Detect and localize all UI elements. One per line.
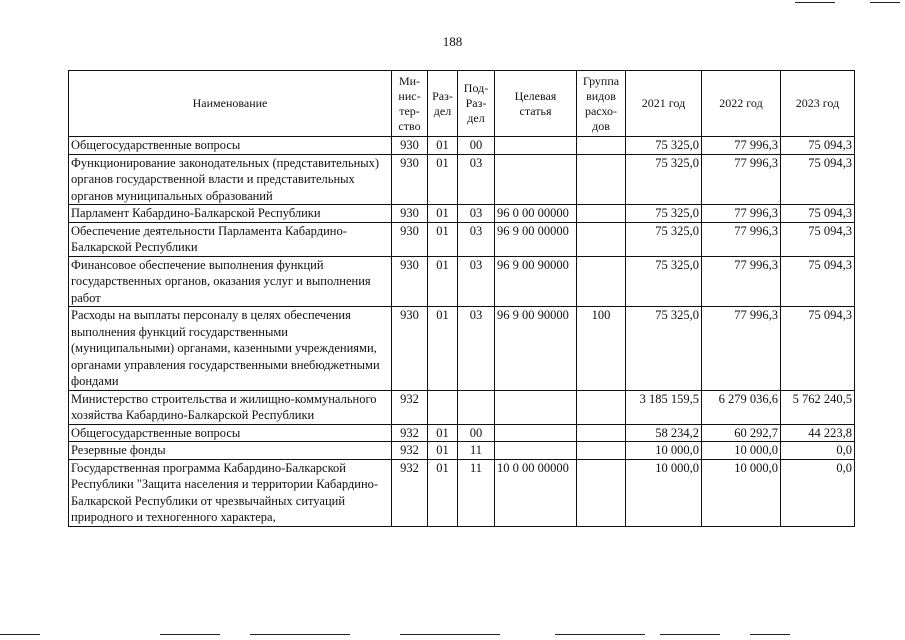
row-group (577, 424, 626, 442)
row-name: Резервные фонды (69, 442, 392, 460)
row-ministry: 932 (392, 424, 428, 442)
row-name: Парламент Кабардино-Балкарской Республики (69, 205, 392, 223)
row-target (495, 390, 577, 424)
row-section: 01 (428, 154, 458, 205)
row-subsection: 03 (458, 307, 495, 391)
row-section: 01 (428, 137, 458, 155)
row-subsection: 11 (458, 442, 495, 460)
scan-line (870, 2, 900, 3)
row-2022: 77 996,3 (702, 154, 781, 205)
row-2021: 75 325,0 (626, 154, 702, 205)
table-row (69, 390, 855, 424)
row-ministry: 932 (392, 442, 428, 460)
row-subsection: 03 (458, 222, 495, 256)
row-group (577, 137, 626, 155)
row-group (577, 154, 626, 205)
row-section: 01 (428, 256, 458, 307)
row-section: 01 (428, 205, 458, 223)
row-2023: 75 094,3 (781, 256, 855, 307)
row-2021: 75 325,0 (626, 137, 702, 155)
row-target (495, 442, 577, 460)
row-ministry: 932 (392, 459, 428, 526)
row-name: Министерство строительства и жилищно-коммунального хозяйства Кабардино-Балкарской Республики (69, 390, 392, 424)
row-subsection: 03 (458, 154, 495, 205)
table-row (69, 205, 855, 223)
header-section: Раз- дел (428, 71, 458, 137)
row-2022: 6 279 036,6 (702, 390, 781, 424)
row-2022: 77 996,3 (702, 222, 781, 256)
header-ministry: Ми- нис- тер- ство (392, 71, 428, 137)
row-subsection: 00 (458, 137, 495, 155)
row-2023: 0,0 (781, 442, 855, 460)
row-ministry: 930 (392, 256, 428, 307)
row-target: 96 9 00 00000 (495, 222, 577, 256)
row-group (577, 256, 626, 307)
header-2022: 2022 год (702, 71, 781, 137)
row-target: 96 9 00 90000 (495, 256, 577, 307)
row-ministry: 932 (392, 390, 428, 424)
row-2022: 77 996,3 (702, 137, 781, 155)
row-ministry: 930 (392, 154, 428, 205)
row-2021: 75 325,0 (626, 222, 702, 256)
header-2021: 2021 год (626, 71, 702, 137)
row-section: 01 (428, 222, 458, 256)
table-row (69, 137, 855, 155)
row-name: Финансовое обеспечение выполнения функций государственных органов, оказания услуг и выполнения работ (69, 256, 392, 307)
row-subsection: 11 (458, 459, 495, 526)
row-name: Функционирование законодательных (представительных) органов государственной власти и представительных органов муниципальных образований (69, 154, 392, 205)
row-subsection: 00 (458, 424, 495, 442)
row-group (577, 205, 626, 223)
row-2023: 5 762 240,5 (781, 390, 855, 424)
row-group: 100 (577, 307, 626, 391)
scan-line (250, 634, 350, 635)
row-2021: 75 325,0 (626, 256, 702, 307)
scan-line (660, 634, 720, 635)
table-row (69, 256, 855, 307)
row-2022: 10 000,0 (702, 459, 781, 526)
row-section (428, 390, 458, 424)
row-2021: 10 000,0 (626, 459, 702, 526)
row-section: 01 (428, 442, 458, 460)
row-name: Расходы на выплаты персоналу в целях обеспечения выполнения функций государственными (муниципальными) органами, казенными учреждениями, органами управления государственными внебюджетными фондами (69, 307, 392, 391)
row-ministry: 930 (392, 222, 428, 256)
scan-line (750, 634, 790, 635)
row-target: 10 0 00 00000 (495, 459, 577, 526)
row-target (495, 154, 577, 205)
row-2021: 75 325,0 (626, 307, 702, 391)
row-target: 96 9 00 90000 (495, 307, 577, 391)
row-2021: 75 325,0 (626, 205, 702, 223)
row-2023: 75 094,3 (781, 307, 855, 391)
row-ministry: 930 (392, 137, 428, 155)
row-2023: 75 094,3 (781, 137, 855, 155)
header-name: Наименование (69, 71, 392, 137)
row-2022: 60 292,7 (702, 424, 781, 442)
scan-line (795, 2, 835, 3)
scan-line (400, 634, 500, 635)
row-target (495, 424, 577, 442)
row-subsection: 03 (458, 256, 495, 307)
scan-line (160, 634, 220, 635)
row-group (577, 222, 626, 256)
row-section: 01 (428, 459, 458, 526)
scan-line (0, 634, 40, 635)
row-2021: 58 234,2 (626, 424, 702, 442)
row-2022: 77 996,3 (702, 205, 781, 223)
row-2022: 77 996,3 (702, 307, 781, 391)
table-row (69, 442, 855, 460)
row-2022: 10 000,0 (702, 442, 781, 460)
row-ministry: 930 (392, 307, 428, 391)
row-2023: 75 094,3 (781, 205, 855, 223)
budget-table (68, 70, 855, 527)
row-2022: 77 996,3 (702, 256, 781, 307)
scan-line (555, 634, 645, 635)
row-group (577, 442, 626, 460)
row-2023: 75 094,3 (781, 154, 855, 205)
row-ministry: 930 (392, 205, 428, 223)
header-row (69, 71, 855, 137)
row-group (577, 390, 626, 424)
row-subsection (458, 390, 495, 424)
table-row (69, 222, 855, 256)
row-subsection: 03 (458, 205, 495, 223)
table-row (69, 307, 855, 391)
row-2021: 3 185 159,5 (626, 390, 702, 424)
row-section: 01 (428, 307, 458, 391)
row-name: Общегосударственные вопросы (69, 137, 392, 155)
header-2023: 2023 год (781, 71, 855, 137)
row-name: Государственная программа Кабардино-Балкарской Республики "Защита населения и территории Кабардино-Балкарской Республики от чрезвычайных ситуаций природного и техногенного характера, (69, 459, 392, 526)
table-row (69, 424, 855, 442)
row-target (495, 137, 577, 155)
row-name: Обеспечение деятельности Парламента Кабардино-Балкарской Республики (69, 222, 392, 256)
row-target: 96 0 00 00000 (495, 205, 577, 223)
header-target: Целевая статья (495, 71, 577, 137)
header-subsection: Под- Раз- дел (458, 71, 495, 137)
row-2023: 44 223,8 (781, 424, 855, 442)
table-row (69, 459, 855, 526)
row-group (577, 459, 626, 526)
table-row (69, 154, 855, 205)
header-group: Группа видов расхо- дов (577, 71, 626, 137)
row-2023: 0,0 (781, 459, 855, 526)
row-section: 01 (428, 424, 458, 442)
row-name: Общегосударственные вопросы (69, 424, 392, 442)
row-2021: 10 000,0 (626, 442, 702, 460)
row-2023: 75 094,3 (781, 222, 855, 256)
page-number: 188 (442, 34, 463, 49)
